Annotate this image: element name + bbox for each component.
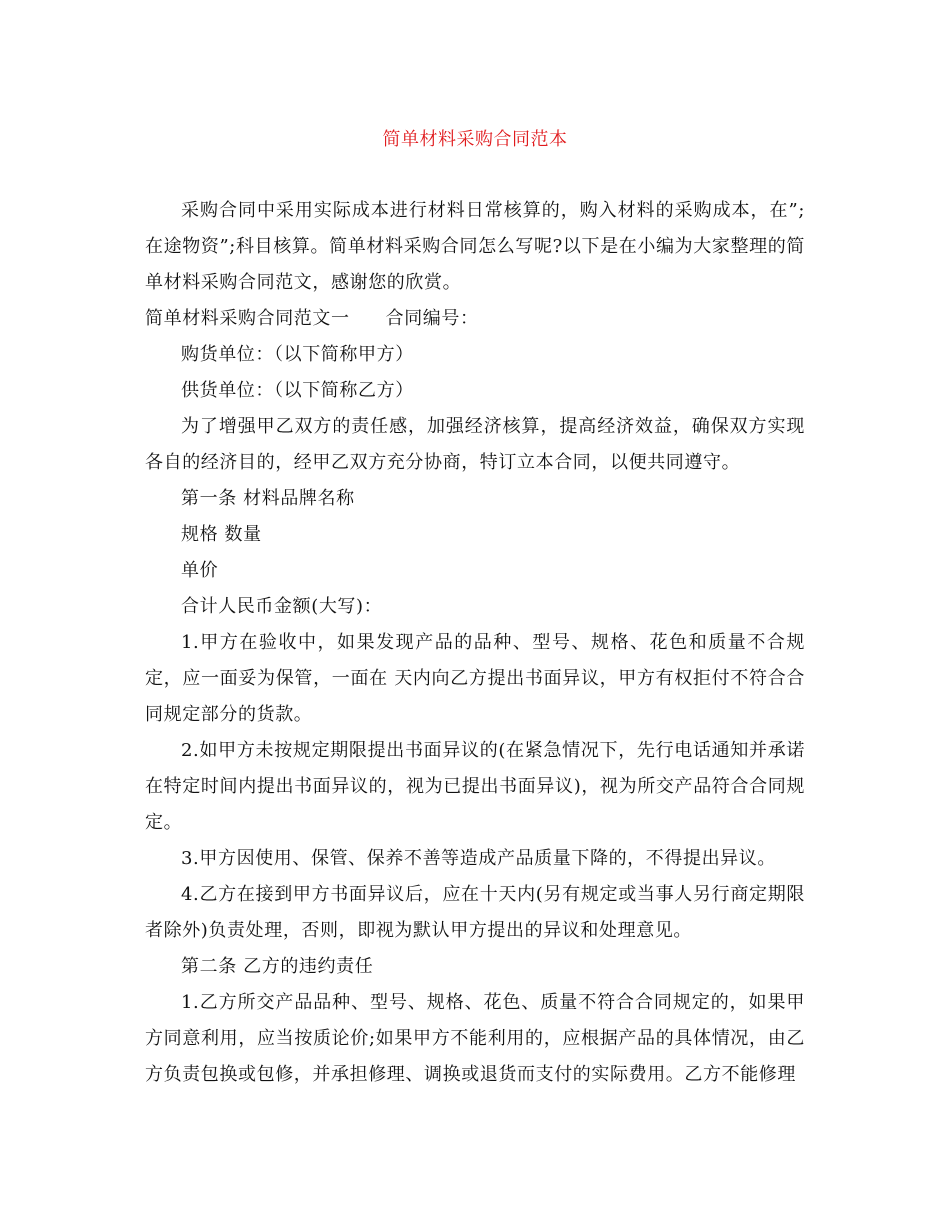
purpose-paragraph: 为了增强甲乙双方的责任感，加强经济核算，提高经济效益，确保双方实现各自的经济目的，经甲乙双方充分协商，特订立本合同，以便共同遵守。: [145, 416, 805, 473]
clause-1: 1.甲方在验收中，如果发现产品的品种、型号、规格、花色和质量不合规定，应一面妥为保管，一面在 天内向乙方提出书面异议，甲方有权拒付不符合合同规定部分的货款。: [145, 632, 805, 725]
article-2-title: 第二条 乙方的违约责任: [181, 956, 374, 977]
article-1-title: 第一条 材料品牌名称: [181, 488, 355, 509]
document-body: [145, 193, 805, 1093]
spec-quantity-line: 规格 数量: [181, 524, 262, 545]
clause-2: 2.如甲方未按规定期限提出书面异议的(在紧急情况下，先行电话通知并承诺在特定时间内提出书面异议的，视为已提出书面异议)，视为所交产品符合合同规定。: [145, 740, 805, 833]
sample-title: 简单材料采购合同范文一: [145, 308, 350, 329]
total-amount-line: 合计人民币金额(大写)：: [181, 596, 383, 617]
contract-number-label: 合同编号：: [385, 308, 479, 329]
intro-paragraph: 采购合同中采用实际成本进行材料日常核算的，购入材料的采购成本，在”;在途物资”;科目核算。简单材料采购合同怎么写呢?以下是在小编为大家整理的简单材料采购合同范文，感谢您的欣赏。: [145, 200, 805, 293]
unit-price-line: 单价: [181, 560, 219, 581]
article-2-clause-1: 1.乙方所交产品品种、型号、规格、花色、质量不符合合同规定的，如果甲方同意利用，应当按质论价;如果甲方不能利用的，应根据产品的具体情况，由乙方负责包换或包修，并承担修理、调换或退货而支付的实际费用。乙方不能修理: [145, 992, 805, 1085]
document-title: 简单材料采购合同范本: [382, 129, 568, 150]
supplier-line: 供货单位：（以下简称乙方）: [181, 380, 414, 401]
buyer-line: 购货单位：（以下简称甲方）: [181, 344, 414, 365]
clause-4: 4.乙方在接到甲方书面异议后，应在十天内(另有规定或当事人另行商定期限者除外)负责处理，否则，即视为默认甲方提出的异议和处理意见。: [145, 884, 805, 941]
sample-heading-line: [145, 301, 805, 337]
clause-3: 3.甲方因使用、保管、保养不善等造成产品质量下降的，不得提出异议。: [181, 848, 776, 869]
